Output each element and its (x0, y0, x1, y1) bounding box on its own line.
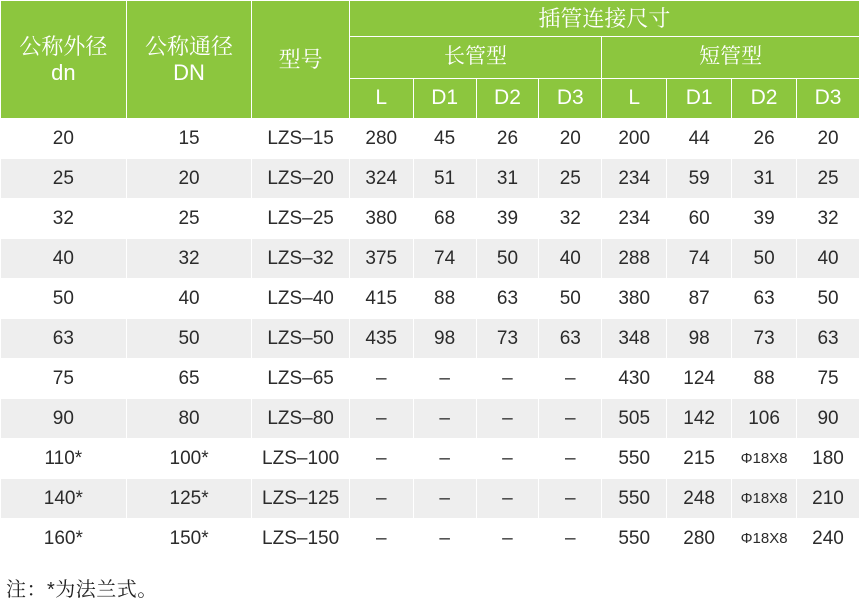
cell-long-L: 415 (349, 279, 413, 319)
cell-long-D3: 32 (539, 199, 602, 239)
cell-short-D2: 50 (732, 239, 797, 279)
cell-short-D2: 106 (732, 399, 797, 439)
header-short-L: L (602, 79, 667, 119)
table-row (1, 119, 860, 159)
cell-short-L: 288 (602, 239, 667, 279)
cell-long-L: – (349, 359, 413, 399)
table-row (1, 479, 860, 519)
cell-short-D2: 26 (732, 119, 797, 159)
cell-model: LZS–100 (252, 439, 349, 479)
header-outer-diameter-line2: dn (51, 59, 76, 85)
cell-outer-diameter: 63 (1, 319, 127, 359)
header-short-D3: D3 (797, 79, 860, 119)
cell-short-D2: 39 (732, 199, 797, 239)
cell-long-D1: – (413, 519, 476, 559)
table-row (1, 399, 860, 439)
cell-model: LZS–15 (252, 119, 349, 159)
cell-long-D2: – (476, 399, 539, 439)
cell-short-L: 550 (602, 519, 667, 559)
cell-long-D2: – (476, 359, 539, 399)
cell-outer-diameter: 140* (1, 479, 127, 519)
cell-long-D2: 73 (476, 319, 539, 359)
cell-nominal-diameter: 25 (126, 199, 252, 239)
cell-long-D3: – (539, 359, 602, 399)
cell-short-D3: 32 (797, 199, 860, 239)
cell-short-D2: 88 (732, 359, 797, 399)
cell-long-L: 324 (349, 159, 413, 199)
table-header (1, 1, 860, 119)
cell-short-D1: 87 (667, 279, 732, 319)
cell-short-D2: Φ18X8 (732, 519, 797, 559)
cell-long-D2: – (476, 519, 539, 559)
header-long-D1: D1 (413, 79, 476, 119)
table-note: 注：*为法兰式。 (6, 579, 158, 601)
cell-short-L: 505 (602, 399, 667, 439)
cell-nominal-diameter: 65 (126, 359, 252, 399)
cell-long-L: – (349, 399, 413, 439)
table-row (1, 519, 860, 559)
cell-long-D3: 50 (539, 279, 602, 319)
cell-long-L: – (349, 519, 413, 559)
table-body (1, 119, 860, 559)
cell-model: LZS–32 (252, 239, 349, 279)
cell-nominal-diameter: 20 (126, 159, 252, 199)
cell-long-D1: 68 (413, 199, 476, 239)
cell-long-D1: – (413, 399, 476, 439)
cell-long-D1: 51 (413, 159, 476, 199)
cell-short-L: 234 (602, 159, 667, 199)
cell-long-D1: – (413, 359, 476, 399)
table-row (1, 279, 860, 319)
table-row (1, 439, 860, 479)
cell-model: LZS–125 (252, 479, 349, 519)
cell-long-D2: – (476, 439, 539, 479)
cell-short-D2: 31 (732, 159, 797, 199)
cell-outer-diameter: 25 (1, 159, 127, 199)
cell-long-L: 280 (349, 119, 413, 159)
cell-nominal-diameter: 50 (126, 319, 252, 359)
header-nominal-diameter-line2: DN (173, 59, 205, 85)
cell-short-L: 430 (602, 359, 667, 399)
header-nominal-diameter (126, 1, 252, 119)
header-short-pipe: 短管型 (602, 37, 860, 79)
cell-short-D2: 63 (732, 279, 797, 319)
cell-long-D3: – (539, 439, 602, 479)
cell-nominal-diameter: 125* (126, 479, 252, 519)
cell-nominal-diameter: 32 (126, 239, 252, 279)
cell-long-D3: 63 (539, 319, 602, 359)
cell-long-D3: – (539, 399, 602, 439)
cell-short-D3: 63 (797, 319, 860, 359)
table-row (1, 319, 860, 359)
cell-short-D1: 44 (667, 119, 732, 159)
cell-long-D1: – (413, 479, 476, 519)
table-row (1, 359, 860, 399)
cell-long-D2: 50 (476, 239, 539, 279)
header-short-D2: D2 (732, 79, 797, 119)
cell-short-D1: 98 (667, 319, 732, 359)
table-row (1, 239, 860, 279)
cell-short-D3: 25 (797, 159, 860, 199)
cell-outer-diameter: 75 (1, 359, 127, 399)
cell-long-D1: 45 (413, 119, 476, 159)
cell-short-L: 200 (602, 119, 667, 159)
cell-short-D1: 60 (667, 199, 732, 239)
cell-outer-diameter: 40 (1, 239, 127, 279)
cell-long-D3: – (539, 479, 602, 519)
cell-long-D1: 74 (413, 239, 476, 279)
cell-long-L: 380 (349, 199, 413, 239)
cell-short-D3: 90 (797, 399, 860, 439)
header-short-D1: D1 (667, 79, 732, 119)
table-row (1, 199, 860, 239)
cell-model: LZS–65 (252, 359, 349, 399)
cell-long-D1: – (413, 439, 476, 479)
header-outer-diameter-line1: 公称外径 (19, 34, 108, 60)
cell-nominal-diameter: 40 (126, 279, 252, 319)
cell-long-D3: 40 (539, 239, 602, 279)
cell-long-D1: 88 (413, 279, 476, 319)
cell-model: LZS–20 (252, 159, 349, 199)
cell-nominal-diameter: 150* (126, 519, 252, 559)
cell-short-D2: Φ18X8 (732, 479, 797, 519)
cell-short-D1: 74 (667, 239, 732, 279)
cell-short-D1: 280 (667, 519, 732, 559)
cell-short-D3: 40 (797, 239, 860, 279)
cell-short-D3: 240 (797, 519, 860, 559)
cell-short-D3: 210 (797, 479, 860, 519)
cell-short-D1: 124 (667, 359, 732, 399)
cell-long-D3: – (539, 519, 602, 559)
cell-short-D1: 215 (667, 439, 732, 479)
cell-short-D3: 75 (797, 359, 860, 399)
cell-nominal-diameter: 100* (126, 439, 252, 479)
cell-long-D2: 63 (476, 279, 539, 319)
cell-short-D1: 248 (667, 479, 732, 519)
cell-long-D2: 26 (476, 119, 539, 159)
cell-long-L: – (349, 479, 413, 519)
header-row-group (1, 1, 860, 37)
cell-short-D1: 59 (667, 159, 732, 199)
header-long-L: L (349, 79, 413, 119)
cell-long-D1: 98 (413, 319, 476, 359)
cell-outer-diameter: 50 (1, 279, 127, 319)
cell-outer-diameter: 110* (1, 439, 127, 479)
cell-outer-diameter: 90 (1, 399, 127, 439)
cell-model: LZS–80 (252, 399, 349, 439)
cell-short-D1: 142 (667, 399, 732, 439)
header-long-D2: D2 (476, 79, 539, 119)
cell-long-D3: 20 (539, 119, 602, 159)
cell-short-D2: Φ18X8 (732, 439, 797, 479)
cell-short-L: 234 (602, 199, 667, 239)
cell-long-L: 375 (349, 239, 413, 279)
cell-long-L: 435 (349, 319, 413, 359)
cell-short-D2: 73 (732, 319, 797, 359)
header-outer-diameter (1, 1, 127, 119)
cell-short-L: 550 (602, 479, 667, 519)
cell-long-L: – (349, 439, 413, 479)
header-connection-size: 插管连接尺寸 (349, 1, 859, 37)
cell-short-L: 348 (602, 319, 667, 359)
cell-short-D3: 180 (797, 439, 860, 479)
cell-long-D2: 31 (476, 159, 539, 199)
cell-short-D3: 50 (797, 279, 860, 319)
cell-model: LZS–150 (252, 519, 349, 559)
cell-long-D2: 39 (476, 199, 539, 239)
header-model: 型号 (252, 1, 349, 119)
cell-short-L: 380 (602, 279, 667, 319)
cell-outer-diameter: 160* (1, 519, 127, 559)
header-long-pipe: 长管型 (349, 37, 601, 79)
header-long-D3: D3 (539, 79, 602, 119)
header-nominal-diameter-line1: 公称通径 (145, 34, 234, 60)
cell-nominal-diameter: 15 (126, 119, 252, 159)
cell-short-D3: 20 (797, 119, 860, 159)
cell-long-D3: 25 (539, 159, 602, 199)
cell-short-L: 550 (602, 439, 667, 479)
table-row (1, 159, 860, 199)
cell-outer-diameter: 32 (1, 199, 127, 239)
cell-outer-diameter: 20 (1, 119, 127, 159)
cell-nominal-diameter: 80 (126, 399, 252, 439)
cell-model: LZS–40 (252, 279, 349, 319)
cell-model: LZS–50 (252, 319, 349, 359)
cell-long-D2: – (476, 479, 539, 519)
cell-model: LZS–25 (252, 199, 349, 239)
